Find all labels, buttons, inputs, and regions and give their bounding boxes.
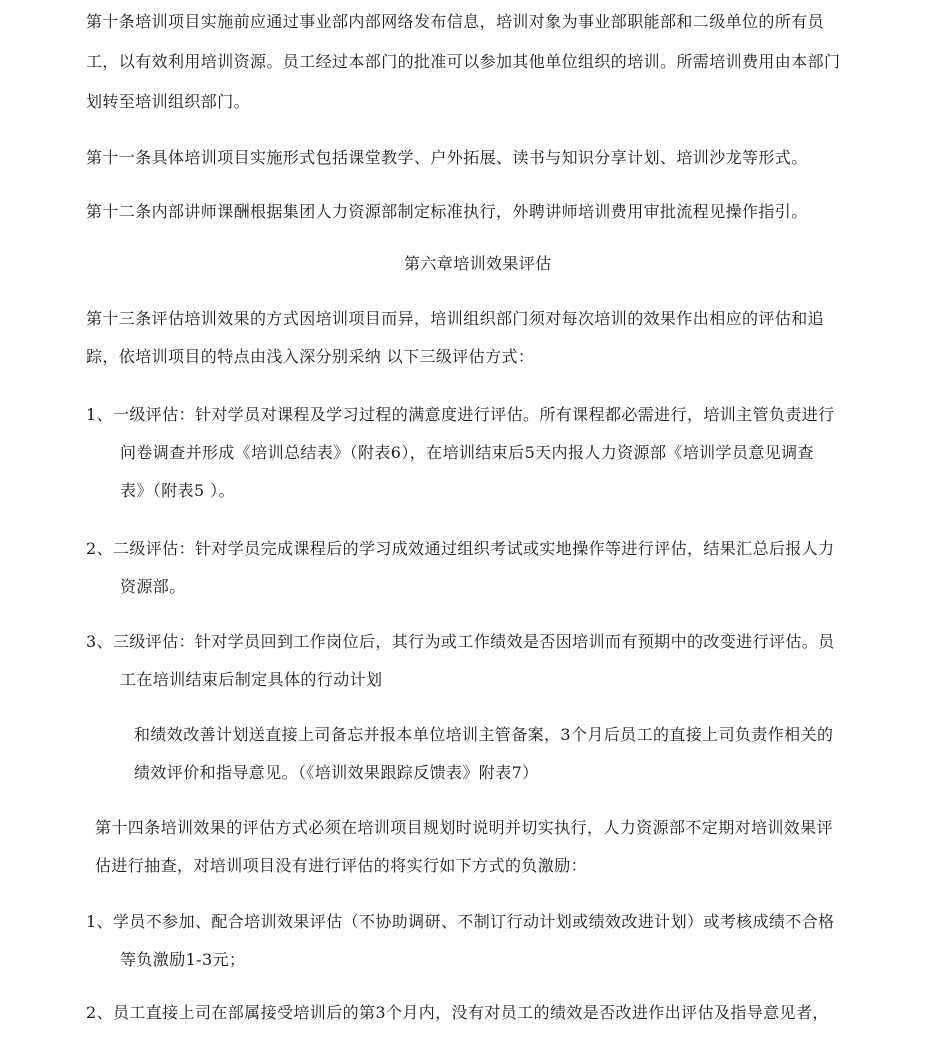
level-2-line-2: 资源部。 [120,577,186,596]
article-11: 第十一条具体培训项目实施形式包括课堂教学、户外拓展、读书与知识分享计划、培训沙龙等形式。 [86,148,808,167]
article-10-line-1: 第十条培训项目实施前应通过事业部内部网络发布信息，培训对象为事业部职能部和二级单位的所有员 [86,12,825,31]
article-14-line-1: 第十四条培训效果的评估方式必须在培训项目规划时说明并切实执行，人力资源部不定期对培训效果评 [95,818,834,837]
level-3-line-1: 3、三级评估：针对学员回到工作岗位后，其行为或工作绩效是否因培训而有预期中的改变进行评估。员 [86,632,835,651]
level-3-cont-line-1: 和绩效改善计划送直接上司备忘并报本单位培训主管备案，3个月后员工的直接上司负责作相关的 [134,725,834,744]
article-13-line-2: 踪，依培训项目的特点由浅入深分别采纳 以下三级评估方式： [86,347,535,366]
penalty-1-line-1: 1、学员不参加、配合培训效果评估（不协助调研、不制订行动计划或绩效改进计划）或考核成绩不合格 [86,912,835,931]
article-12: 第十二条内部讲师课酬根据集团人力资源部制定标准执行，外聘讲师培训费用审批流程见操作指引。 [86,202,808,221]
level-2-line-1: 2、二级评估：针对学员完成课程后的学习成效通过组织考试或实地操作等进行评估，结果汇总后报人力 [86,539,835,558]
level-1-line-1: 1、一级评估：针对学员对课程及学习过程的满意度进行评估。所有课程都必需进行，培训主管负责进行 [86,405,835,424]
level-1-line-2: 问卷调查并形成《培训总结表》（附表6），在培训结束后5天内报人力资源部《培训学员意见调查 [120,443,814,462]
article-10-line-3: 划转至培训组织部门。 [86,92,251,111]
article-14-line-2: 估进行抽查，对培训项目没有进行评估的将实行如下方式的负激励： [95,856,588,875]
article-13-line-1: 第十三条评估培训效果的方式因培训项目而异，培训组织部门须对每次培训的效果作出相应的评估和追 [86,309,825,328]
article-10-line-2: 工，以有效利用培训资源。员工经过本部门的批准可以参加其他单位组织的培训。所需培训费用由本部门 [86,52,841,71]
level-1-line-3: 表》（附表5 ）。 [120,481,235,500]
penalty-2-line-1: 2、员工直接上司在部属接受培训后的第3个月内，没有对员工的绩效是否改进作出评估及指导意见者， [86,1003,829,1022]
level-3-cont-line-2: 绩效评价和指导意见。（《培训效果跟踪反馈表》附表7） [134,763,539,782]
chapter-6-title: 第六章培训效果评估 [404,254,552,273]
penalty-1-line-2: 等负激励1-3元； [120,950,246,969]
level-3-line-2: 工在培训结束后制定具体的行动计划 [120,670,383,689]
